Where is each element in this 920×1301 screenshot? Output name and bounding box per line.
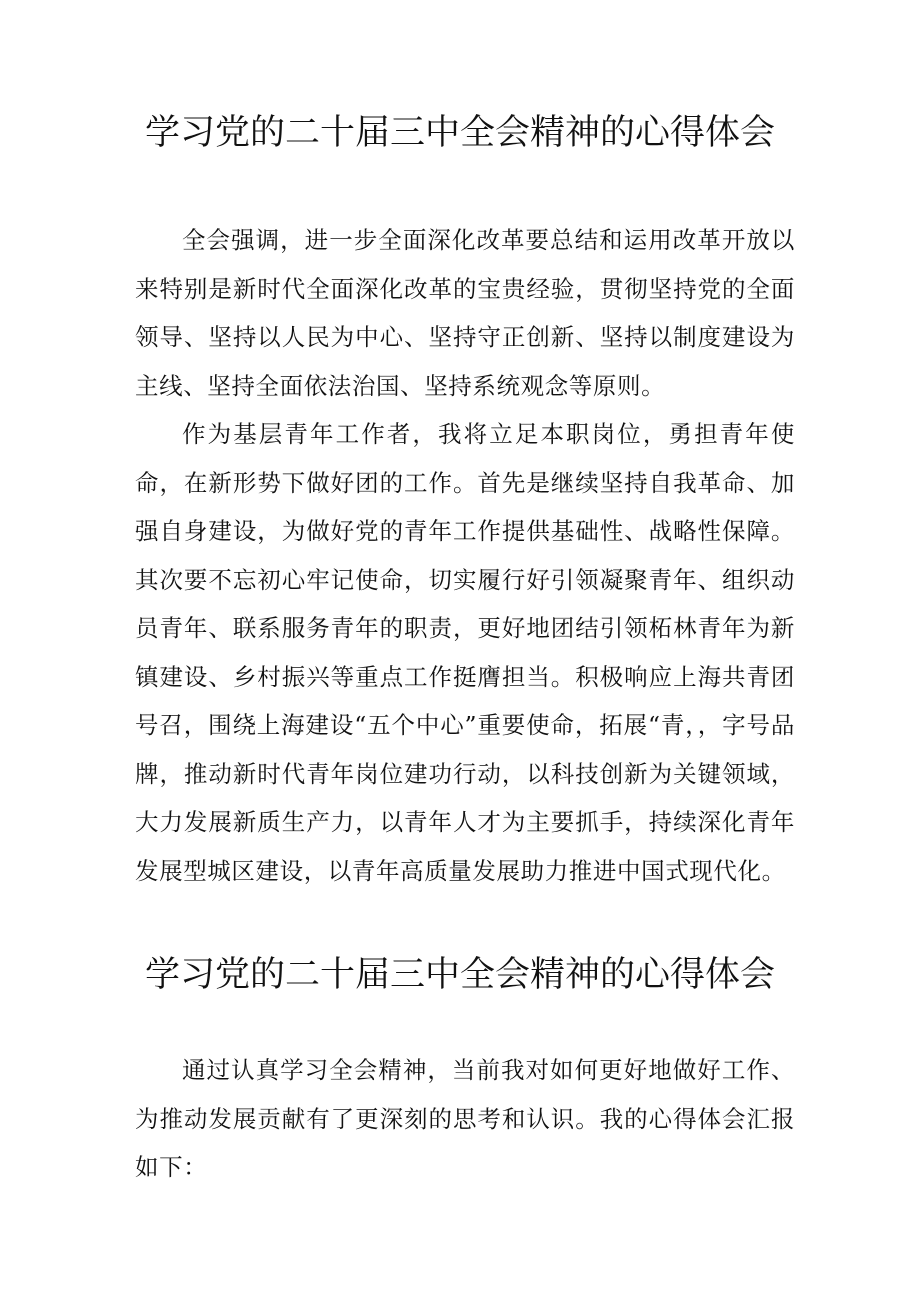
section-1-paragraph-2: 作为基层青年工作者，我将立足本职岗位，勇担青年使命，在新形势下做好团的工作。首先是继续坚持自我革命、加强自身建设，为做好党的青年工作提供基础性、战略性保障。其次要不忘初心牢记使命，切实履行好引领凝聚青年、组织动员青年、联系服务青年的职责，更好地团结引领柘林青年为新镇建设、乡村振兴等重点工作挺膺担当。积极响应上海共青团号召，围绕上海建设“五个中心”重要使命，拓展“青，，字号品牌，推动新时代青年岗位建功行动，以科技创新为关键领域，大力发展新质生产力，以青年人才为主要抓手，持续深化青年发展型城区建设，以青年高质量发展助力推进中国式现代化。	[135, 420, 795, 885]
section-2-paragraph-1: 通过认真学习全会精神，当前我对如何更好地做好工作、为推动发展贡献有了更深刻的思考和认识。我的心得体会汇报如下：	[135, 1056, 795, 1181]
section-1-title: 学习党的二十届三中全会精神的心得体会	[144, 113, 775, 153]
section-1-paragraph-1: 全会强调，进一步全面深化改革要总结和运用改革开放以来特别是新时代全面深化改革的宝贵经验，贯彻坚持党的全面领导、坚持以人民为中心、坚持守正创新、坚持以制度建设为主线、坚持全面依法治国、坚持系统观念等原则。	[135, 226, 795, 400]
section-2-title: 学习党的二十届三中全会精神的心得体会	[144, 955, 775, 995]
